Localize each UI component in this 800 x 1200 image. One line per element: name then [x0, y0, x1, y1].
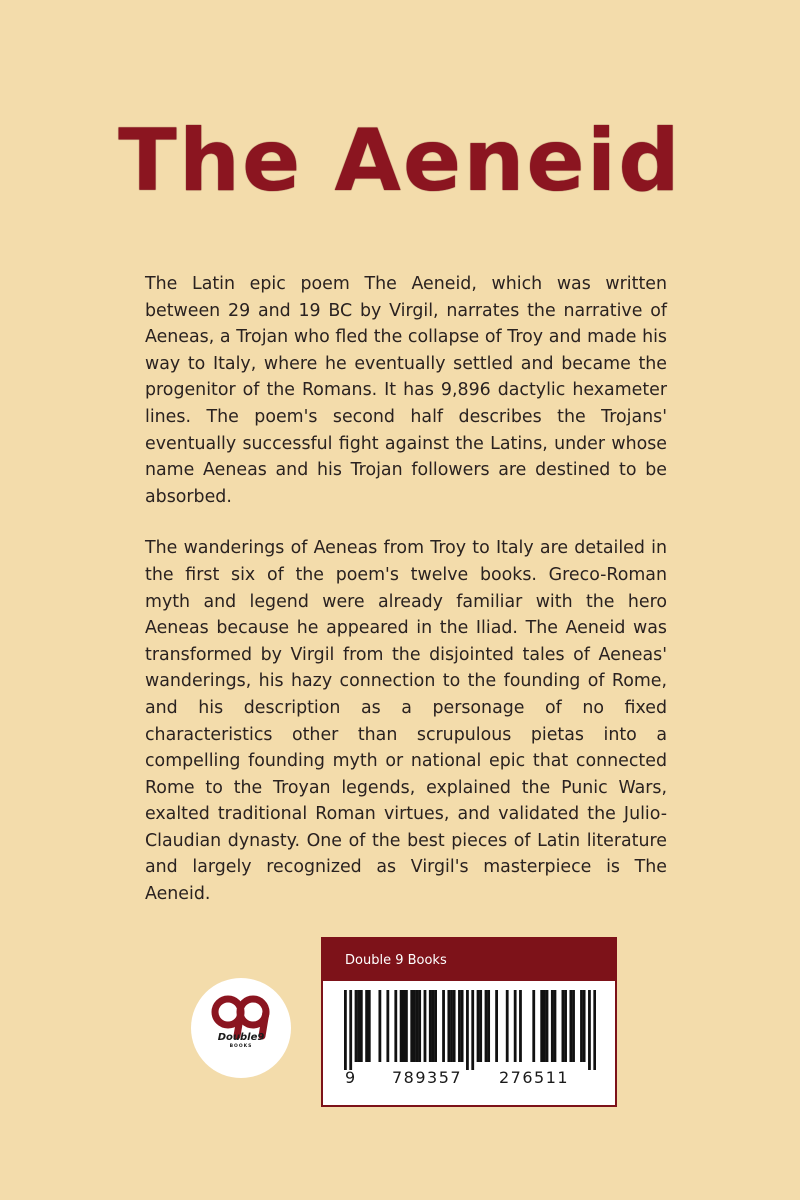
isbn-right-digits: 276511 [499, 1068, 570, 1087]
barcode-bar [418, 990, 421, 1062]
barcode-bar [434, 990, 437, 1062]
barcode-bar [402, 990, 405, 1062]
barcode-bar [540, 990, 543, 1062]
barcode-bar [386, 990, 389, 1062]
barcode-bar [424, 990, 427, 1062]
barcode-bar [514, 990, 517, 1062]
barcode-bar [410, 990, 413, 1062]
barcode-bar [357, 990, 360, 1062]
barcode-bar [413, 990, 416, 1062]
barcode-bar [546, 990, 549, 1062]
barcode-bar [485, 990, 488, 1062]
barcode-bar [588, 990, 591, 1070]
barcode-bar [442, 990, 445, 1062]
barcode-bar [543, 990, 546, 1062]
description-paragraph-1: The Latin epic poem The Aeneid, which was written between 29 and 19 BC by Virgil, narrates the narrative of Aeneas, a Trojan who fled the collapse of Troy and made his way to Italy, where he eventually settled and became the progenitor of the Romans. It has 9,896 dactylic hexameter lines. The poem's second half describes the Trojans' eventually successful fight against the Latins, under whose name Aeneas and his Trojan followers are destined to be absorbed. [145, 274, 667, 507]
barcode-bar [532, 990, 535, 1062]
barcode-bar [495, 990, 498, 1062]
barcode-bar [344, 990, 347, 1070]
barcode-bar [569, 990, 572, 1062]
isbn-prefix: 9 [345, 1068, 356, 1087]
barcode-bar [487, 990, 490, 1062]
barcode-bar [447, 990, 450, 1062]
logo-word: Double9 [217, 1032, 265, 1043]
barcode-bar [519, 990, 522, 1062]
barcode-bar [365, 990, 368, 1062]
barcode-bar [349, 990, 352, 1070]
barcode-bar [580, 990, 583, 1062]
barcode-bar [562, 990, 565, 1062]
book-title: The Aeneid [118, 111, 682, 211]
publisher-name: Double 9 Books [345, 953, 447, 968]
description-paragraph-2: The wanderings of Aeneas from Troy to Italy are detailed in the first six of the poem's twelve books. Greco-Roman myth and legend were already familiar with the hero Aeneas because he appeared in the Iliad. The Aeneid was transformed by Virgil from the disjointed tales of Aeneas' wanderings, his hazy connection to the founding of Rome, and his description as a personage of no fixed characteristics other than scrupulous pietas into a compelling founding myth or national epic that connected Rome to the Troyan legends, explained the Punic Wars, exalted traditional Roman virtues, and validated the Julio-Claudian dynasty. One of the best pieces of Latin literature and largely recognized as Virgil's masterpiece is The Aeneid. [145, 538, 667, 905]
barcode-bar [450, 990, 453, 1062]
publisher-logo [191, 978, 291, 1078]
barcode-bar [506, 990, 509, 1062]
logo-sub: BOOKS [229, 1044, 253, 1049]
barcode-icon [344, 990, 596, 1070]
barcode-bar [572, 990, 575, 1062]
barcode-bar [458, 990, 461, 1062]
barcode-bar [461, 990, 464, 1062]
double9-logo-icon [191, 978, 291, 1078]
barcode-bar [477, 990, 480, 1062]
barcode-bar [368, 990, 371, 1062]
barcode-bar [378, 990, 381, 1062]
barcode-bar [564, 990, 567, 1062]
barcode-bar [355, 990, 358, 1062]
barcode-bar [432, 990, 435, 1062]
barcode-bar [360, 990, 363, 1062]
barcode-bar [593, 990, 596, 1070]
barcode-bar [394, 990, 397, 1062]
isbn-left-digits: 789357 [392, 1068, 463, 1087]
barcode-bar [551, 990, 554, 1062]
barcode-bar [583, 990, 586, 1062]
barcode-bar [471, 990, 474, 1070]
book-description [145, 271, 667, 908]
barcode-bar [479, 990, 482, 1062]
barcode-header [323, 939, 615, 981]
barcode-bar [429, 990, 432, 1062]
barcode-bar [400, 990, 403, 1062]
barcode-bar [466, 990, 469, 1070]
barcode-bar [405, 990, 408, 1062]
barcode-bar [453, 990, 456, 1062]
barcode-bar [416, 990, 419, 1062]
barcode-bar [554, 990, 557, 1062]
barcode-panel [321, 937, 617, 1107]
